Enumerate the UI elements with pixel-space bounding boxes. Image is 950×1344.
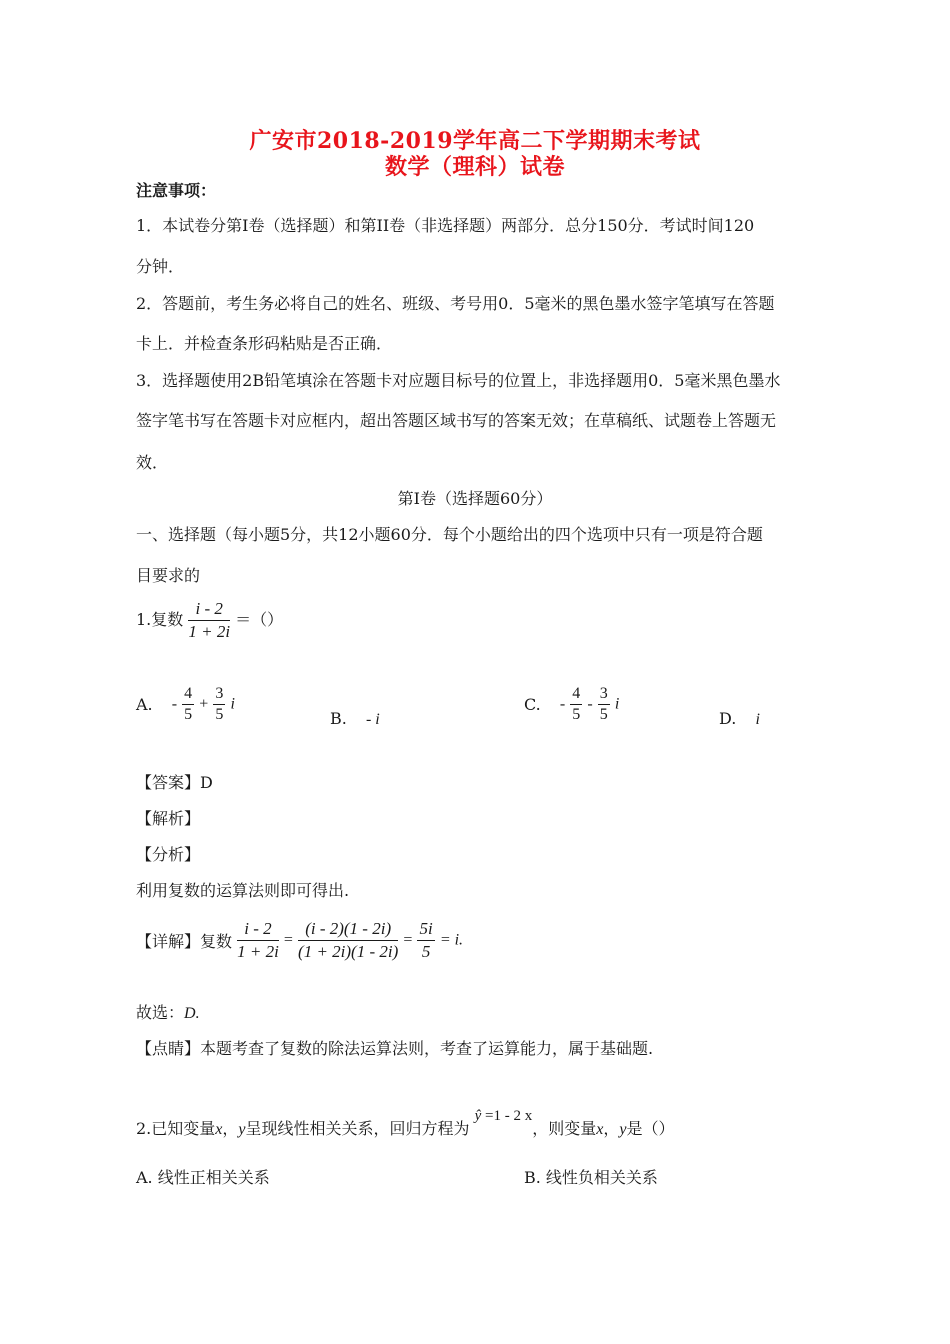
section-instruction: 一、选择题（每小题5分，共12小题60分．每个小题给出的四个选项中只有一项是符合题 [136,525,763,544]
suffix-var-y: y [619,1121,627,1138]
choice-line [136,1000,200,1023]
var-x: x [215,1121,223,1138]
question-1-suffix: ＝（） [235,610,284,629]
option-c-label: C. [524,695,541,714]
equation-body: =1 - 2 x [485,1108,533,1124]
answer: 【答案】D [136,773,213,792]
fraction-denominator: (1 + 2i)(1 - 2i) [298,942,399,961]
fraction-numerator: i - 2 [237,918,279,941]
fraction-denominator: 5 [215,706,224,723]
fraction-denominator: 1 + 2i [188,622,231,641]
detail-fraction-1 [237,918,279,963]
suffix-var-x: x [596,1121,604,1138]
fenxi-tag: 【分析】 [136,845,201,864]
detail-tag: 【详解】复数 [136,932,233,951]
exam-title: 广安市2018-2019学年高二下学期期末考试 [249,128,701,154]
detail-fraction-2 [298,918,398,963]
notice-line: 分钟． [136,257,185,276]
fraction-numerator: 5i [417,918,434,941]
fraction-numerator: 4 [182,684,194,705]
fraction-numerator: i - 2 [188,598,230,621]
fraction-denominator: 5 [599,706,608,723]
choice-label: 故选： [136,1003,185,1022]
option-a-label: A. [136,695,153,714]
comment: 【点睛】本题考查了复数的除法运算法则，考查了运算能力，属于基础题. [136,1039,654,1058]
option-d-label: D. [719,709,737,728]
fraction-numerator: 4 [570,684,582,705]
comma: ， [222,1119,239,1138]
option-c-i: i [614,695,620,713]
option-a-plus: + [199,695,209,713]
question-2 [136,1108,675,1139]
option-b-value: - i [365,711,380,728]
fraction-numerator: (i - 2)(1 - 2i) [298,918,398,941]
option-b-label: B. [330,709,347,728]
option-c-sign: - [559,695,566,713]
fraction-denominator: 5 [572,706,581,723]
option-a-sign: - [171,695,178,713]
notice-line: 3．选择题使用2B铅笔填涂在答题卡对应题目标号的位置上，非选择题用0．5毫米黑色墨水 [136,371,781,390]
fraction-numerator: 3 [213,684,225,705]
fenxi-text: 利用复数的运算法则即可得出. [136,881,350,900]
notice-line: 卡上．并检查条形码粘贴是否正确． [136,334,393,353]
detail-fraction-3 [417,918,434,963]
question-2-suffix: ，则变量 [532,1119,597,1138]
notice-line: 效． [136,453,169,472]
detail-solution [136,918,463,963]
notice-heading: 注意事项： [136,181,217,200]
question-2-end: 是（） [626,1119,675,1138]
question-2-middle: 呈现线性相关关系，回归方程为 [245,1119,470,1138]
notice-line: 签字笔书写在答题卡对应框内，超出答题区域书写的答案无效；在草稿纸、试题卷上答题无 [136,411,777,430]
question-2-prefix: 2.已知变量 [136,1119,216,1138]
option-c-minus: - [587,695,593,713]
option-a-fraction-2 [213,684,225,725]
part1-heading: 第Ⅰ卷（选择题60分） [397,489,553,508]
option-d-value: i [755,711,760,728]
option-c-fraction-2 [598,684,610,725]
regression-equation [475,1108,533,1125]
option-d [719,709,760,729]
fraction-numerator: 3 [598,684,610,705]
q2-option-b: B. 线性负相关关系 [524,1168,658,1187]
y-hat: ŷ [474,1108,482,1124]
equals: = [403,931,413,949]
question-1 [136,598,283,643]
equals: = [283,931,293,949]
question-1-prefix: 1.复数 [136,610,184,629]
option-a [136,684,235,725]
exam-subtitle: 数学（理科）试卷 [384,154,565,180]
option-c [524,684,619,725]
notice-line: 1．本试卷分第Ⅰ卷（选择题）和第II卷（非选择题）两部分．总分150分．考试时间120 [136,216,755,235]
option-a-fraction [182,684,194,725]
section-instruction: 目要求的 [136,566,201,585]
notice-line: 2．答题前，考生务必将自己的姓名、班级、考号用0．5毫米的黑色墨水签字笔填写在答题 [136,294,775,313]
fraction-denominator: 5 [421,942,431,961]
option-c-fraction [570,684,582,725]
fraction-denominator: 5 [184,706,193,723]
question-1-fraction [188,598,230,643]
option-b [330,709,380,729]
option-a-i: i [230,695,235,713]
comma: ， [603,1119,620,1138]
analysis-tag: 【解析】 [136,809,201,828]
detail-result: = i. [439,931,464,949]
var-y: y [238,1121,246,1138]
q2-option-a: A. 线性正相关关系 [136,1168,270,1187]
fraction-denominator: 1 + 2i [237,942,279,961]
choice-value: D. [184,1005,200,1022]
